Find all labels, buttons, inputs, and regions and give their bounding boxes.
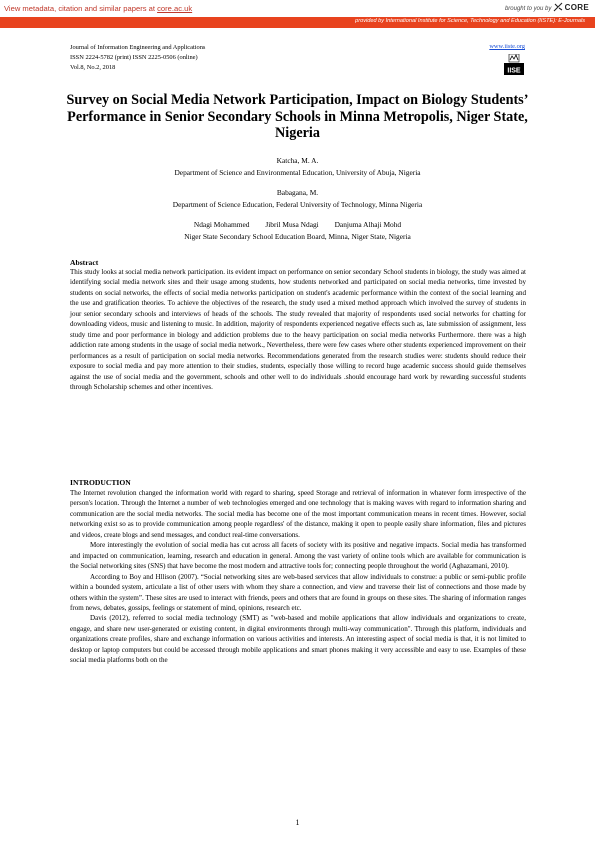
paper-title: Survey on Social Media Network Participation, Impact on Biology Students’ Performance in Senior Secondary Schools in Minna Metropolis, Niger State, Nigeria <box>66 92 529 142</box>
provided-by-text: provided by International Institute for Science, Technology and Education (IISTE): E-Journals <box>355 18 585 24</box>
journal-issn: ISSN 2224-5782 (print) ISSN 2225-0506 (online) <box>70 54 198 62</box>
core-top-bar <box>0 0 595 17</box>
group-author-names <box>70 219 525 231</box>
abstract-text: This study looks at social media network participation. its evident impact on performance on senior secondary School students in biology, the study was aimed at identifying social media network sites and their usage among students, how students networked and participated on social media networks, time invested by students on social networks, the effects of social media networks participation on student's academic performance within the context of the social learning and the use and gratification theories. To achieve the objectives of the research, the study used a mixed method approach which involved the survey of students in jour senior secondary schools and interviews of heads of the schools. The study revealed that majority of respondents used social networks for chatting for downloading videos, music and listening to music. In addition, majority of respondents experienced negative effects such as, late submission of assignment, less study time and poor performance in biology and addiction problems due to the heavy participation on social media networks Furthermore. there was a high addiction rate among students in the usage of social media network., Nevertheless, there were few cases where other students experienced improvement on their performances as a result of participation on social media networks. Recommendations generated from the research studies were: students should reduce their exposure to social media and pay more attention to their studies, students, especially those willing to record huge academic success should guide themselves against the use of social media and the government, schools and other well to do individuals .should encourage hard work by rewarding successful students through Scholarship schemes and other incentives. <box>70 268 526 391</box>
logo-text: IISE <box>507 67 521 75</box>
intro-paragraph: Davis (2012), referred to social media technology (SMT) as "web-based and mobile applications that allow individuals and organizations to create, engage, and share new user-generated or existing content, in digital environments through multi-way communication". Through this platform, individuals and organizations create profiles, share and exchange information on various activities and interests. An interesting aspect of social media is that, it is not limited to desktop or laptop computers but could be accessed through mobile applications and smart phones making it very accessible and easy to use. Examples of these social media platforms both on the <box>70 614 526 665</box>
author-name: Danjuma Alhaji Mohd <box>334 220 402 229</box>
core-label: CORE <box>564 3 589 12</box>
brought-to-you-by <box>505 2 589 12</box>
author-name: Babagana, M. <box>276 188 319 197</box>
author-name: Jibril Musa Ndagi <box>265 220 319 229</box>
intro-paragraph: According to Boy and Hllison (2007). “Social networking sites are web-based services that allow individuals to construe: a public or semi-public profile within a bounded system, articulate a list of other users with whom they share a connection, and view and traverse their list of connections and those made by others within the system”. These sites are used to interact with friends, peers and others that are found in groups on these sites. The sharing of information ranges from news, debates, gossips, feelings or statement of mind, opinions, research etc. <box>70 572 526 612</box>
introduction-body <box>70 488 526 666</box>
core-logo-icon <box>553 2 563 12</box>
core-link-prefix: View metadata, citation and similar papers at <box>4 4 158 13</box>
introduction-heading: INTRODUCTION <box>70 478 131 487</box>
core-metadata-link[interactable] <box>4 4 192 13</box>
journal-name: Journal of Information Engineering and Applications <box>70 44 206 51</box>
journal-website-link[interactable]: www.iiste.org <box>489 43 525 50</box>
journal-volume: Vol.8, No.2, 2018 <box>70 64 116 72</box>
core-link-site[interactable]: core.ac.uk <box>157 4 193 13</box>
intro-paragraph: More interestingly the evolution of social media has cut across all facets of society with its positive and negative impacts. Social media has transformed and impacted on communication, learning, research and education in general. Among the vast variety of online tools which are available for communication is the Social networking sites (SNS) that have become the most modern and attractive tools for; connecting people throughout the world (Aghazamani, 2010). <box>70 541 526 571</box>
author-affiliation: Department of Science and Environmental Education, University of Abuja, Nigeria <box>174 168 421 177</box>
intro-paragraph: The Internet revolution changed the information world with regard to sharing, speed Storage and retrieval of information in whatever form irrespective of the person's location. Through the Internet a number of web technologies emerged and one technology that is making waves with regard to information sharing and communication are the social media networks. The social media has become one of the most important communication means in recent times. However, social networking exist so as to provide communication among people regardless' of the distance, making it open to people easily share information, files and pictures and videos, create blogs and send messages, and conduct real-time conversations. <box>70 489 526 539</box>
page-number: 1 <box>295 818 300 827</box>
provided-by-bar <box>0 17 595 28</box>
brought-by-text: brought to you by <box>504 6 552 12</box>
iiste-logo <box>503 54 525 76</box>
author-name: Katcha, M. A. <box>276 156 319 165</box>
abstract-heading: Abstract <box>70 258 99 267</box>
author-affiliation: Niger State Secondary School Education Board, Minna, Niger State, Nigeria <box>184 232 411 241</box>
author-block <box>70 155 525 243</box>
author-affiliation: Department of Science Education, Federal University of Technology, Minna Nigeria <box>172 200 423 209</box>
journal-info <box>70 43 205 74</box>
author-name: Ndagi Mohammed <box>193 220 250 229</box>
